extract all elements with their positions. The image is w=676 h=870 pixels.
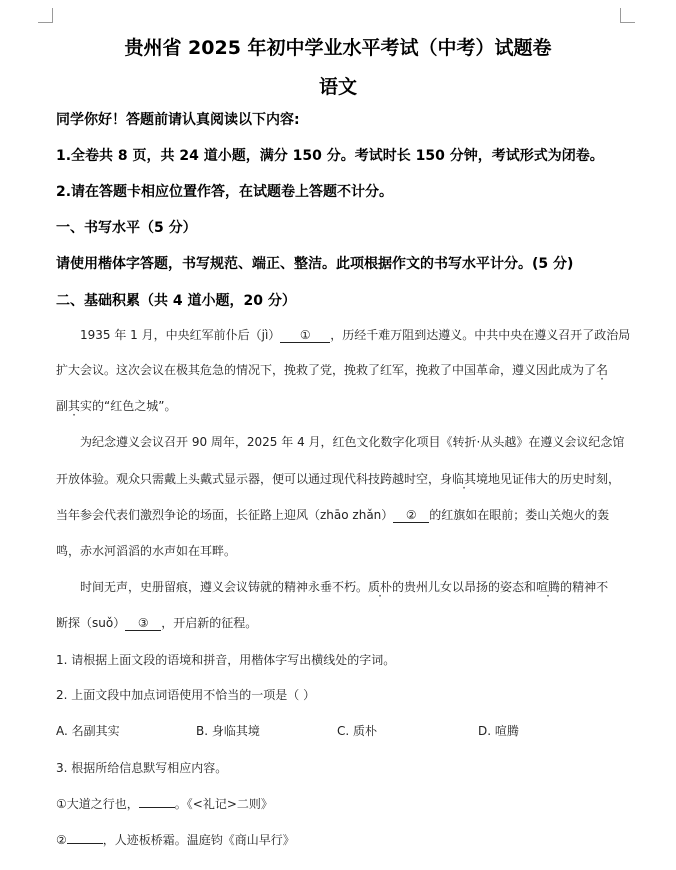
section1-body: 请使用楷体字答题，书写规范、端正、整洁。此项根据作文的书写水平计分。(5 分) — [56, 256, 574, 272]
passage-p2-line3 — [56, 506, 609, 523]
item-text: ，人迹板桥霜。温庭钧《商山早行》 — [102, 833, 295, 847]
option-c: C. 质朴 — [337, 724, 378, 738]
dotted-word: 名 — [596, 363, 609, 377]
section2-heading: 二、基础积累（共 4 道小题，20 分） — [56, 293, 296, 309]
passage-text: 1935 年 1 月，中央红军前仆后（jì） — [80, 328, 281, 342]
dotted-word: 身临其境 — [440, 472, 489, 486]
question-3: 3. 根据所给信息默写相应内容。 — [56, 761, 228, 775]
passage-p1-line1 — [80, 326, 630, 343]
passage-text: 的红旗如在眼前；娄山关炮火的轰 — [429, 508, 610, 522]
question-2: 2. 上面文段中加点词语使用不恰当的一项是（ ） — [56, 688, 316, 702]
fill-blank-3: ③ — [125, 616, 161, 631]
passage-p2-line4: 鸣，赤水河滔滔的水声如在耳畔。 — [56, 544, 237, 558]
passage-text: 地见证伟大的历史时刻， — [488, 472, 621, 486]
exam-title: 贵州省 2025 年初中学业水平考试（中考）试题卷 — [124, 37, 552, 59]
dotted-word: 副其实 — [56, 399, 93, 413]
passage-p1-line3 — [56, 397, 176, 414]
passage-p1-line2 — [56, 361, 608, 378]
item-text: 。《<礼记>二则》 — [174, 797, 273, 811]
passage-text: 当年参会代表们激烈争论的场面，长征路上迎风（zhāo zhǎn） — [56, 508, 394, 522]
item-number: ① — [56, 797, 67, 811]
passage-text: ，历经千难万阻到达遵义。中共中央在遵义召开了政治局 — [330, 328, 631, 342]
option-b: B. 身临其境 — [196, 724, 260, 738]
crop-mark-top-right — [620, 8, 635, 23]
dotted-word: 质朴 — [368, 580, 393, 594]
passage-text: 的贵州儿女以昂扬的姿态和 — [392, 580, 537, 594]
fill-blank-1: ① — [280, 328, 330, 343]
crop-mark-top-left — [38, 8, 53, 23]
passage-text: 的“红色之城”。 — [92, 399, 177, 413]
passage-text: 开放体验。观众只需戴上头戴式显示器，便可以通过现代科技跨越时空， — [56, 472, 441, 486]
instructions-greeting: 同学你好！答题前请认真阅读以下内容: — [56, 112, 300, 128]
subject-title: 语文 — [318, 76, 357, 98]
item-text: 大道之行也， — [66, 797, 139, 811]
fill-blank-2: ② — [393, 508, 429, 523]
question-3-item-1 — [56, 795, 273, 812]
passage-text: 断探（suǒ） — [56, 616, 126, 630]
option-a: A. 名副其实 — [56, 724, 120, 738]
question-3-item-2 — [56, 831, 295, 848]
passage-text: 时间无声，史册留痕，遵义会议铸就的精神永垂不朽。 — [80, 580, 369, 594]
item-number: ② — [56, 833, 67, 847]
question-1: 1. 请根据上面文段的语境和拼音，用楷体字写出横线处的字词。 — [56, 653, 396, 667]
instruction-item-2: 2.请在答题卡相应位置作答，在试题卷上答题不计分。 — [56, 184, 394, 200]
instruction-item-1: 1.全卷共 8 页，共 24 道小题，满分 150 分。考试时长 150 分钟，考试形式为闭卷。 — [56, 148, 604, 164]
passage-p2-line1: 为纪念遵义会议召开 90 周年，2025 年 4 月，红色文化数字化项目《转折·从头越》在遵义会议纪念馆 — [80, 435, 625, 449]
passage-text: ，开启新的征程。 — [161, 616, 258, 630]
passage-p3-line1 — [80, 578, 608, 595]
dotted-word: 喧腾 — [536, 580, 561, 594]
passage-text: 的精神不 — [560, 580, 609, 594]
fill-blank-q3-1 — [139, 807, 175, 808]
section1-heading: 一、书写水平（5 分） — [56, 220, 197, 236]
fill-blank-q3-2 — [67, 843, 103, 844]
passage-text: 扩大会议。这次会议在极其危急的情况下，挽救了党，挽救了红军，挽救了中国革命，遵义因此成为了 — [56, 363, 597, 377]
passage-p2-line2 — [56, 470, 620, 487]
passage-p3-line2 — [56, 614, 257, 631]
option-d: D. 喧腾 — [478, 724, 519, 738]
